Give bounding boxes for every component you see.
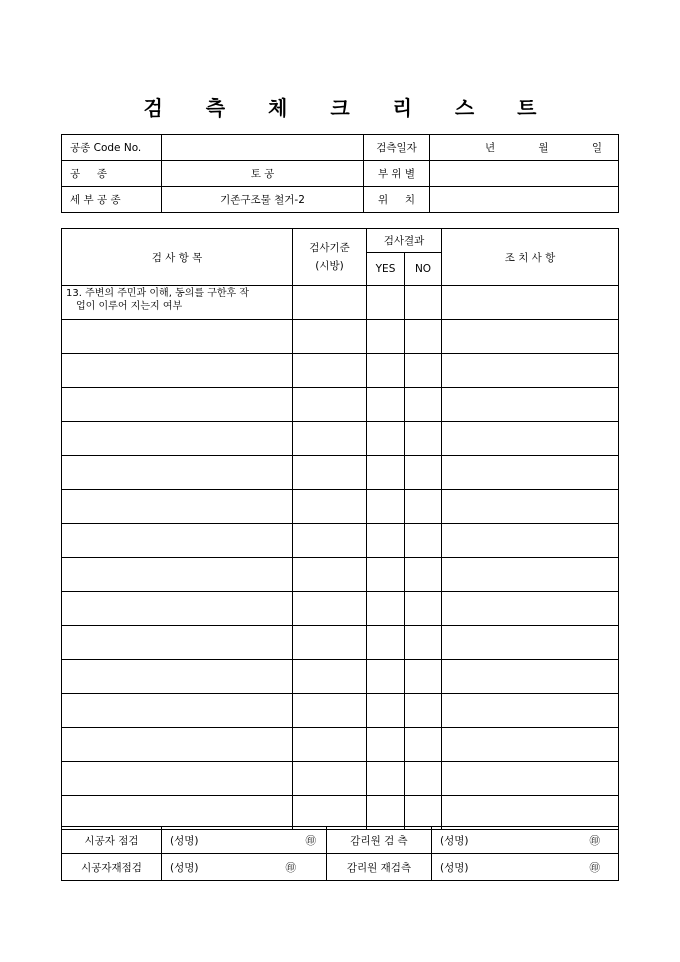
contractor-recheck-label: 시공자재점검	[62, 854, 162, 881]
table-row	[62, 388, 619, 422]
table-row	[62, 762, 619, 796]
yes-cell[interactable]	[367, 592, 405, 626]
table-row	[62, 796, 619, 830]
no-cell[interactable]	[405, 320, 442, 354]
yes-cell[interactable]	[367, 728, 405, 762]
criteria-header-line2: (시방)	[315, 260, 344, 272]
no-cell[interactable]	[405, 422, 442, 456]
info-row	[62, 135, 619, 161]
item-cell[interactable]	[62, 796, 293, 830]
info-row	[62, 187, 619, 213]
date-year-label: 년	[485, 142, 496, 154]
action-cell[interactable]	[442, 796, 619, 830]
position-field[interactable]	[430, 187, 619, 213]
criteria-cell[interactable]	[293, 524, 367, 558]
contractor-recheck-field[interactable]	[162, 854, 327, 881]
item-cell[interactable]	[62, 592, 293, 626]
no-header: NO	[405, 253, 442, 286]
criteria-cell[interactable]	[293, 286, 367, 320]
inspect-date-field[interactable]	[430, 135, 619, 161]
supervisor-recheck-label: 감리원 재검측	[327, 854, 432, 881]
item-cell[interactable]	[62, 456, 293, 490]
no-cell[interactable]	[405, 558, 442, 592]
work-code-field[interactable]	[162, 135, 364, 161]
action-cell[interactable]	[442, 422, 619, 456]
item-header: 검 사 항 목	[62, 229, 293, 286]
criteria-cell[interactable]	[293, 558, 367, 592]
supervisor-check-label: 감리원 검 측	[327, 827, 432, 854]
yes-cell[interactable]	[367, 762, 405, 796]
date-day-label: 일	[591, 142, 602, 154]
name-placeholder: (성명)	[440, 834, 469, 847]
no-cell[interactable]	[405, 286, 442, 320]
yes-cell[interactable]	[367, 388, 405, 422]
yes-cell[interactable]	[367, 660, 405, 694]
contractor-check-field[interactable]	[162, 827, 327, 854]
no-cell[interactable]	[405, 354, 442, 388]
criteria-cell[interactable]	[293, 762, 367, 796]
no-cell[interactable]	[405, 626, 442, 660]
supervisor-check-field[interactable]	[432, 827, 619, 854]
criteria-cell[interactable]	[293, 456, 367, 490]
item-cell[interactable]	[62, 762, 293, 796]
table-row	[62, 524, 619, 558]
item-cell[interactable]	[62, 320, 293, 354]
table-row	[62, 320, 619, 354]
criteria-cell[interactable]	[293, 592, 367, 626]
location-field[interactable]	[430, 161, 619, 187]
action-cell[interactable]	[442, 320, 619, 354]
name-placeholder: (성명)	[170, 834, 199, 847]
yes-cell[interactable]	[367, 490, 405, 524]
sub-work-label: 세 부 공 종	[62, 187, 162, 213]
no-cell[interactable]	[405, 728, 442, 762]
item-cell[interactable]	[62, 728, 293, 762]
yes-cell[interactable]	[367, 354, 405, 388]
item-cell[interactable]	[62, 524, 293, 558]
action-cell[interactable]	[442, 728, 619, 762]
item-cell[interactable]	[62, 354, 293, 388]
no-cell[interactable]	[405, 524, 442, 558]
seal-icon: ㊞	[589, 834, 600, 847]
seal-icon: ㊞	[305, 834, 316, 847]
inspection-table	[61, 228, 619, 830]
criteria-cell[interactable]	[293, 796, 367, 830]
action-cell[interactable]	[442, 388, 619, 422]
table-row	[62, 286, 619, 320]
action-cell[interactable]	[442, 524, 619, 558]
criteria-cell[interactable]	[293, 490, 367, 524]
action-cell[interactable]	[442, 354, 619, 388]
no-cell[interactable]	[405, 660, 442, 694]
no-cell[interactable]	[405, 762, 442, 796]
location-label: 부 위 별	[364, 161, 430, 187]
item-text-line2: 업이 이루어 지는지 여부	[76, 301, 183, 312]
criteria-cell[interactable]	[293, 626, 367, 660]
yes-cell[interactable]	[367, 320, 405, 354]
yes-cell[interactable]	[367, 694, 405, 728]
table-row	[62, 422, 619, 456]
signature-row	[62, 854, 619, 881]
item-cell[interactable]	[62, 388, 293, 422]
no-cell[interactable]	[405, 456, 442, 490]
yes-cell[interactable]	[367, 456, 405, 490]
yes-cell[interactable]	[367, 796, 405, 830]
page-title: 검 측 체 크 리 스 트	[143, 96, 555, 120]
seal-icon: ㊞	[285, 861, 296, 874]
action-cell[interactable]	[442, 558, 619, 592]
table-row	[62, 694, 619, 728]
seal-icon: ㊞	[589, 861, 600, 874]
action-cell[interactable]	[442, 286, 619, 320]
table-header-row	[62, 229, 619, 253]
action-cell[interactable]	[442, 762, 619, 796]
table-row	[62, 660, 619, 694]
criteria-cell[interactable]	[293, 388, 367, 422]
yes-cell[interactable]	[367, 422, 405, 456]
criteria-header-line1: 검사기준	[309, 242, 350, 254]
item-text-line1: 13. 주변의 주민과 이해, 동의를 구한후 작	[66, 288, 250, 299]
item-cell[interactable]	[62, 626, 293, 660]
name-placeholder: (성명)	[170, 861, 199, 874]
info-row	[62, 161, 619, 187]
table-row	[62, 456, 619, 490]
criteria-cell[interactable]	[293, 660, 367, 694]
criteria-cell[interactable]	[293, 320, 367, 354]
table-row	[62, 490, 619, 524]
signature-table	[61, 826, 619, 881]
table-row	[62, 354, 619, 388]
item-cell[interactable]	[62, 660, 293, 694]
yes-cell[interactable]	[367, 286, 405, 320]
table-row	[62, 626, 619, 660]
yes-cell[interactable]	[367, 626, 405, 660]
criteria-cell[interactable]	[293, 354, 367, 388]
no-cell[interactable]	[405, 592, 442, 626]
criteria-cell[interactable]	[293, 422, 367, 456]
position-label: 위 치	[364, 187, 430, 213]
name-placeholder: (성명)	[440, 861, 469, 874]
action-cell[interactable]	[442, 490, 619, 524]
contractor-check-label: 시공자 점검	[62, 827, 162, 854]
table-row	[62, 558, 619, 592]
info-table	[61, 134, 619, 213]
inspect-date-label: 검측일자	[364, 135, 430, 161]
date-month-label: 월	[538, 142, 549, 154]
no-cell[interactable]	[405, 490, 442, 524]
supervisor-recheck-field[interactable]	[432, 854, 619, 881]
action-cell[interactable]	[442, 592, 619, 626]
work-type-label: 공 종	[62, 161, 162, 187]
table-row	[62, 728, 619, 762]
yes-header: YES	[367, 253, 405, 286]
table-row	[62, 592, 619, 626]
signature-row	[62, 827, 619, 854]
sub-work-field[interactable]: 기존구조물 철거-2	[162, 187, 364, 213]
item-cell[interactable]	[62, 490, 293, 524]
action-header: 조 치 사 항	[442, 229, 619, 286]
action-cell[interactable]	[442, 660, 619, 694]
no-cell[interactable]	[405, 694, 442, 728]
yes-cell[interactable]	[367, 558, 405, 592]
item-cell[interactable]	[62, 422, 293, 456]
item-cell[interactable]	[62, 286, 293, 320]
action-cell[interactable]	[442, 626, 619, 660]
result-header: 검사결과	[367, 229, 442, 253]
item-cell[interactable]	[62, 558, 293, 592]
action-cell[interactable]	[442, 456, 619, 490]
work-code-label: 공종 Code No.	[62, 135, 162, 161]
criteria-cell[interactable]	[293, 728, 367, 762]
item-cell[interactable]	[62, 694, 293, 728]
action-cell[interactable]	[442, 694, 619, 728]
work-type-field[interactable]: 토 공	[162, 161, 364, 187]
criteria-header	[293, 229, 367, 286]
yes-cell[interactable]	[367, 524, 405, 558]
criteria-cell[interactable]	[293, 694, 367, 728]
no-cell[interactable]	[405, 388, 442, 422]
no-cell[interactable]	[405, 796, 442, 830]
